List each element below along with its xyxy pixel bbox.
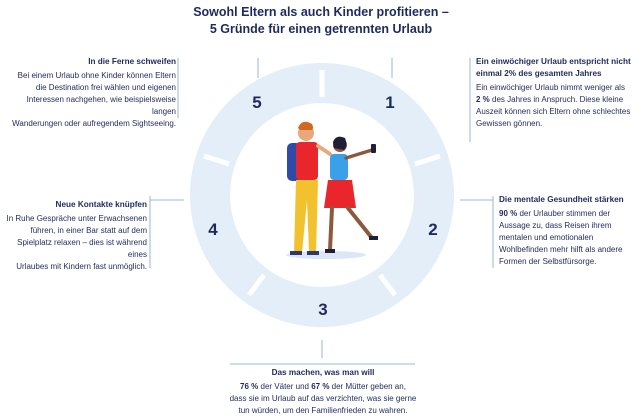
reason-4-heading: Neue Kontakte knüpfen	[55, 200, 147, 209]
man-arm	[318, 146, 330, 154]
segment-number-4: 4	[208, 220, 218, 239]
reason-3-body-line-2: dass sie im Urlaub auf das verzichten, was sie gerne	[229, 394, 417, 403]
reason-5	[1, 56, 176, 130]
woman-shoe-right	[369, 236, 378, 240]
segment-number-5: 5	[252, 93, 262, 112]
reason-2	[499, 194, 641, 268]
reason-4-body-line-1: In Ruhe Gespräche unter Erwachsenen	[6, 214, 147, 223]
man-hair	[298, 122, 313, 130]
man-shoe-left	[290, 251, 302, 255]
title-line-2: 5 Gründe für einen getrennten Urlaub	[209, 22, 433, 36]
reason-2-stat: 90 %	[499, 209, 518, 218]
reason-2-body-line-3: mentalen und emotionalen	[499, 233, 594, 242]
segment-number-1: 1	[385, 93, 395, 112]
reason-1-body-line-2-rest: des Jahres in Anspruch. Diese kleine	[489, 95, 624, 104]
reason-1-heading-line-1: Ein einwöchiger Urlaub entspricht nicht	[476, 57, 631, 66]
woman-arm	[346, 150, 372, 158]
reason-3	[196, 367, 450, 417]
reason-1	[476, 56, 641, 130]
reason-2-body-line-5: Formen der Selbstfürsorge.	[499, 257, 597, 266]
reason-2-body-line-2: Aussage zu, dass Reisen ihrem	[499, 221, 612, 230]
segment-number-3: 3	[318, 300, 328, 319]
phone	[371, 144, 376, 153]
reason-1-body-line-1: Ein einwöchiger Urlaub nimmt weniger als	[476, 83, 625, 92]
woman-figure	[324, 137, 378, 253]
reason-3-body-line-1-mid: der Väter und	[258, 382, 312, 391]
reason-1-body-line-4: Gewissen gönnen.	[476, 119, 543, 128]
man-figure	[287, 122, 330, 255]
reason-1-heading-line-2: einmal 2% des gesamten Jahres	[476, 69, 602, 78]
reason-5-body-line-3: Interessen nachgehen, wie beispielsweise langen	[26, 95, 176, 116]
reason-4	[1, 199, 147, 273]
reason-4-body-line-3: Spielplatz relaxen – dies ist während eines	[17, 238, 147, 259]
ring-track	[210, 83, 434, 307]
reason-3-body-line-1	[196, 381, 450, 393]
reason-3-stat-mothers: 67 %	[311, 382, 330, 391]
reason-2-body-line-1	[499, 208, 641, 220]
reason-3-body-line-1-rest: der Mütter geben an,	[329, 382, 406, 391]
reason-5-body-line-4: Wanderungen oder aufregendem Sightseeing.	[12, 119, 176, 128]
segment-number-2: 2	[428, 220, 438, 239]
reason-5-body-line-2: die Destination frei wählen und eigenen	[35, 83, 176, 92]
reason-4-body-line-4: Urlaubes mit Kindern fast unmöglich.	[16, 262, 147, 271]
reason-5-body-line-1: Bei einem Urlaub ohne Kinder können Eltern	[17, 71, 176, 80]
man-shirt	[296, 142, 318, 180]
reason-1-body-line-3: Auszeit können sich Eltern ohne schlechtes	[476, 107, 631, 116]
reason-3-heading: Das machen, was man will	[271, 368, 375, 377]
couple-illustration	[286, 122, 378, 259]
woman-leg-left	[330, 208, 332, 250]
reason-2-body-line-4: Wohlbefinden mehr hilft als andere	[499, 245, 623, 254]
woman-skirt	[324, 180, 356, 208]
reason-3-body-line-3: tun würden, um den Familienfrieden zu wahren.	[238, 406, 408, 415]
woman-shoe-left	[325, 249, 335, 253]
reason-2-heading: Die mentale Gesundheit stärken	[499, 195, 624, 204]
reason-3-stat-fathers: 76 %	[240, 382, 259, 391]
reason-2-body-line-1-rest: der Urlauber stimmen der	[517, 209, 611, 218]
reason-4-body-line-2: führen, in einer Bar statt auf dem	[30, 226, 147, 235]
man-pants	[294, 180, 318, 253]
reason-5-heading: In die Ferne schweifen	[88, 57, 176, 66]
woman-hair	[333, 137, 346, 150]
man-shoe-right	[307, 251, 319, 255]
title-line-1: Sowohl Eltern als auch Kinder profitieren –	[193, 5, 449, 19]
woman-leg-right	[348, 208, 372, 238]
reason-1-body-line-2	[476, 94, 641, 106]
reason-1-stat: 2 %	[476, 95, 490, 104]
